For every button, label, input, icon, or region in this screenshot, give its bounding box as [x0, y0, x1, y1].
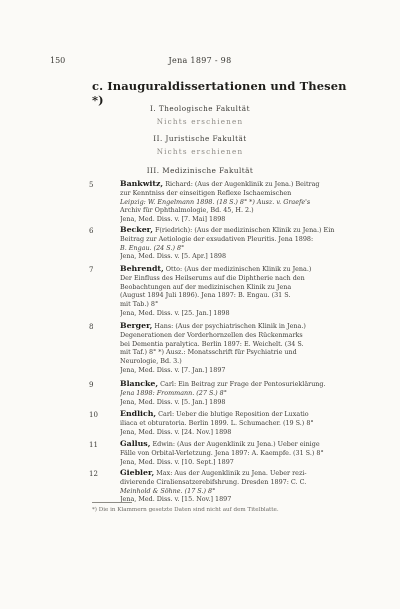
list-item: [89, 469, 350, 504]
entry-line: iliaca et obturatoria. Berlin 1899. L. Schumacher. (19 S.) 8°: [120, 418, 314, 427]
entry-line: bei Dementia paralytica. Berlin 1897: E. Weichelt. (34 S.: [120, 339, 304, 348]
entry-name: Blancke,: [120, 380, 159, 388]
entry-line: Jena, Med. Diss. v. [25. Jan.] 1898: [120, 308, 230, 317]
entry-line: Beobachtungen auf der medizinischen Klinik zu Jena: [120, 282, 292, 291]
theology-note: Nichts erschienen: [156, 117, 244, 126]
entry-name: Giebler,: [120, 469, 155, 477]
entry-line: Archiv für Ophthalmologie, Bd. 45, H. 2.): [120, 206, 254, 215]
list-item: [89, 265, 350, 318]
entry-number: 6: [89, 227, 94, 235]
entry-line: Carl: Ueber die blutige Reposition der Luxatio: [158, 410, 309, 418]
entry-line: Jena, Med. Diss. v. [10. Sept.] 1897: [120, 457, 234, 466]
entry-name: Endlich,: [120, 410, 157, 418]
entry-line: Richard: (Aus der Augenklinik zu Jena.) Beitrag: [165, 180, 320, 188]
entry-number: 11: [89, 441, 98, 449]
entry-line: Meinhold & Söhne. (17 S.) 8°: [120, 486, 216, 495]
entry-name: Becker,: [120, 226, 153, 234]
medicine-heading: III. Medizinische Fakultät: [146, 166, 254, 175]
running-title: Jena 1897 - 98: [168, 56, 232, 65]
list-item: [89, 410, 350, 436]
entry-number: 9: [89, 381, 94, 389]
entry-number: 12: [89, 470, 98, 478]
entry-line: Jena 1898: Frommann. (27 S.) 8°: [120, 388, 227, 397]
page-header: [50, 56, 350, 65]
list-item: [89, 322, 350, 375]
entry-line: mit Tab.) 8°: [120, 300, 159, 309]
entry-line: Der Einfluss des Heilserums auf die Diphtherie nach den: [120, 273, 305, 282]
entry-name: Berger,: [120, 322, 153, 330]
entry-line: F(riedrich): (Aus der medizinischen Klinik zu Jena.) Ein: [154, 226, 335, 234]
list-item: [89, 180, 350, 224]
entry-line: Neurologie, Bd. 3.): [120, 357, 182, 366]
entry-line: Otto: (Aus der medizinischen Klinik zu Jena.): [165, 265, 312, 273]
footnote-divider: [92, 502, 132, 503]
list-item: [89, 226, 350, 261]
entry-line: Leipzig: W. Engelmann 1898. (18 S.) 8° *) Ausz. v. Graefe's: [120, 197, 311, 206]
law-heading: II. Juristische Fakultät: [153, 134, 247, 143]
entry-number: 7: [89, 266, 94, 274]
entry-line: Jena, Med. Diss. v. [5. Apr.] 1898: [120, 252, 227, 261]
law-note: Nichts erschienen: [156, 147, 244, 156]
entry-name: Gallus,: [120, 440, 151, 448]
entry-line: (August 1894 Juli 1896). Jena 1897: B. Engau. (31 S.: [120, 291, 291, 300]
entry-number: 8: [89, 323, 94, 331]
entry-line: Carl: Ein Beitrag zur Frage der Pentosurieklärung.: [160, 380, 326, 388]
entry-line: Degenerationen der Vorderhornzellen des Rückenmarks: [120, 330, 303, 339]
list-item: [89, 380, 350, 406]
entry-name: Behrendt,: [120, 265, 164, 273]
entry-line: mit Taf.) 8° *) Ausz.: Monatsschrift für Psychiatrie und: [120, 348, 297, 357]
entry-line: Edwin: (Aus der Augenklinik zu Jena.) Ueber einige: [152, 440, 320, 448]
entry-line: Fälle von Orbital-Verletzung. Jena 1897: A. Kaempfe. (31 S.) 8°: [120, 448, 324, 457]
section-title: c. Inauguraldissertationen und Thesen *): [92, 79, 347, 107]
entry-line: Jena, Med. Diss. v. [7. Mai] 1898: [120, 215, 226, 224]
entry-line: Hans: (Aus der psychiatrischen Klinik in Jena.): [154, 322, 306, 330]
entry-line: Jena, Med. Diss. v. [15. Nov.] 1897: [120, 495, 232, 504]
entry-line: Jena, Med. Diss. v. [24. Nov.] 1898: [120, 427, 232, 436]
entry-line: zur Kenntniss der einseitigen Reflexe Ischaemischen: [120, 188, 292, 197]
footnote: *) Die in Klammern gesetzte Daten sind nicht auf dem Titelblatte.: [92, 507, 279, 513]
theology-heading: I. Theologische Fakultät: [150, 104, 250, 113]
entry-number: 5: [89, 181, 94, 189]
entry-line: divierende Ciraliensatzerebifshrung. Dresden 1897: C. C.: [120, 477, 307, 486]
entry-name: Bankwitz,: [120, 180, 164, 188]
entry-line: Max: Aus der Augenklinik zu Jena. Ueber rezi-: [156, 469, 307, 477]
entry-number: 10: [89, 411, 98, 419]
entry-line: B. Engau. (24 S.) 8°: [120, 243, 185, 252]
entry-line: Beitrag zur Aetiologie der exsudativen Pleuritis. Jena 1898:: [120, 234, 314, 243]
entry-line: Jena, Med. Diss. v. [7. Jan.] 1897: [120, 365, 226, 374]
entry-line: Jena, Med. Diss. v. [5. Jan.] 1898: [120, 397, 226, 406]
list-item: [89, 440, 350, 466]
page-number: 150: [50, 56, 66, 65]
